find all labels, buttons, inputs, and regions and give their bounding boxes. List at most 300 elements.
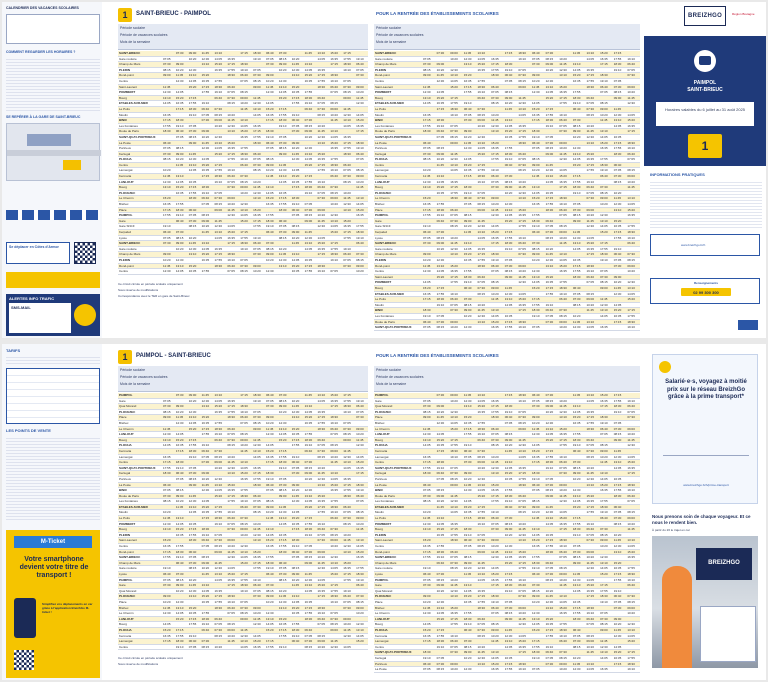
- time-cell: 11:45: [477, 218, 485, 223]
- time-cell: 06:40: [163, 140, 171, 145]
- time-cell: 10:20: [175, 67, 184, 72]
- time-cell: 17:15: [201, 174, 210, 179]
- timetable-bottom-return: [106, 344, 370, 680]
- time-cell: 17:15: [227, 62, 235, 67]
- time-cell: 13:10: [477, 482, 486, 487]
- time-cell: 06:40: [559, 639, 567, 644]
- time-cell: 11:45: [463, 230, 472, 234]
- time-cell: 09:00: [330, 627, 338, 632]
- time-cell: 08:15: [343, 90, 351, 95]
- time-cell: 06:40: [613, 252, 622, 257]
- time-cell: 09:00: [477, 549, 486, 554]
- time-cell: 16:35: [266, 202, 274, 207]
- time-cell: 19:10: [477, 179, 486, 184]
- stop-name: Moulin: [375, 302, 384, 307]
- time-cell: 17:15: [463, 84, 472, 89]
- time-cell: 06:40: [600, 516, 608, 521]
- time-cell: 07:05: [545, 134, 554, 139]
- time-cell: 11:45: [343, 196, 351, 201]
- time-cell: 17:55: [518, 134, 526, 139]
- time-cell: 07:30: [227, 437, 235, 442]
- time-cell: 15:20: [291, 426, 300, 431]
- time-cell: 17:15: [175, 448, 184, 453]
- phone-label: Renseignements: [693, 281, 718, 285]
- time-cell: 18:30: [330, 415, 338, 420]
- time-cell: 08:15: [175, 577, 184, 582]
- time-cell: 19:10: [559, 633, 567, 638]
- time-cell: 19:10: [613, 409, 622, 414]
- stop-name: Gare routière: [119, 56, 137, 61]
- mticket-qr[interactable]: [14, 650, 34, 670]
- time-cell: 07:30: [253, 252, 261, 257]
- stop-name: BINIC: [375, 488, 384, 493]
- time-cell: 10:20: [253, 611, 261, 616]
- time-cell: 07:30: [201, 460, 210, 465]
- time-cell: 18:30: [545, 549, 554, 554]
- time-cell: 19:10: [423, 224, 431, 229]
- time-cell: 16:35: [227, 56, 235, 61]
- time-cell: 07:30: [253, 73, 261, 78]
- time-cell: 18:30: [240, 62, 248, 67]
- time-cell: 07:05: [291, 213, 300, 218]
- time-cell: 17:15: [266, 118, 274, 123]
- time-cell: 15:20: [356, 460, 364, 465]
- stop-name: POMMERIT: [119, 521, 136, 526]
- time-cell: 09:00: [600, 196, 608, 201]
- phone-number[interactable]: 02 99 300 300: [693, 289, 719, 295]
- time-cell: 08:15: [330, 190, 338, 195]
- time-cell: 18:30: [477, 263, 486, 268]
- time-cell: 19:10: [545, 465, 554, 470]
- time-cell: 12:30: [227, 213, 235, 218]
- time-cell: 16:35: [291, 521, 300, 526]
- time-cell: 12:30: [518, 280, 526, 285]
- time-cell: 13:10: [304, 493, 313, 498]
- time-cell: 13:10: [572, 241, 581, 246]
- time-cell: 10:20: [291, 56, 300, 61]
- time-cell: 14:05: [201, 588, 210, 593]
- time-cell: 11:45: [291, 493, 300, 498]
- time-cell: 14:05: [572, 67, 581, 72]
- time-cell: 09:00: [450, 319, 458, 324]
- time-cell: 18:30: [188, 538, 197, 543]
- phone-number-pill[interactable]: [681, 288, 731, 296]
- time-cell: 09:00: [188, 140, 197, 145]
- time-cell: 18:30: [600, 73, 608, 78]
- time-cell: 09:00: [572, 129, 581, 134]
- time-cell: 07:05: [572, 633, 581, 638]
- time-cell: 08:15: [545, 146, 554, 151]
- time-cell: 08:15: [240, 269, 248, 274]
- stop-name: Route de Paris: [375, 129, 395, 134]
- time-cell: 12:30: [436, 78, 445, 83]
- time-cell: 12:30: [201, 488, 210, 493]
- time-cell: 10:20: [240, 190, 248, 195]
- time-cell: 17:55: [559, 101, 567, 106]
- time-cell: 17:55: [559, 622, 567, 627]
- direction-title-school: POUR LA RENTRÉE DES ÉTABLISSEMENTS SCOLAIRES: [376, 11, 499, 16]
- qr-code[interactable]: [74, 242, 96, 264]
- time-cell: 10:20: [227, 544, 235, 549]
- time-cell: 19:10: [343, 246, 351, 251]
- time-cell: 18:30: [477, 516, 486, 521]
- time-cell: 09:00: [559, 140, 567, 145]
- time-cell: 15:20: [545, 437, 554, 442]
- time-cell: 07:30: [330, 185, 338, 190]
- time-cell: 13:10: [253, 448, 261, 453]
- time-cell: 19:10: [491, 510, 499, 515]
- time-cell: 17:15: [518, 560, 526, 565]
- time-cell: 10:20: [188, 235, 197, 240]
- time-cell: 11:45: [201, 230, 209, 234]
- time-cell: 14:05: [477, 56, 486, 61]
- time-cell: 10:20: [266, 78, 274, 83]
- stop-name: Rond-point: [375, 73, 390, 78]
- time-cell: 15:20: [518, 297, 526, 302]
- stop-name: Le Puits: [375, 106, 386, 111]
- time-cell: 07:30: [227, 95, 235, 100]
- stop-name: POMMERIT: [119, 90, 136, 95]
- stop-name: Bourg: [375, 285, 384, 290]
- stop-name: Centre: [119, 544, 129, 549]
- time-cell: 17:55: [436, 202, 445, 207]
- time-cell: 14:05: [175, 90, 184, 95]
- time-cell: 15:20: [436, 95, 445, 100]
- time-cell: 07:30: [559, 129, 567, 134]
- time-cell: 15:20: [304, 162, 313, 167]
- time-cell: 17:55: [227, 499, 235, 504]
- time-cell: 17:55: [436, 633, 445, 638]
- time-cell: 18:30: [317, 426, 326, 431]
- time-cell: 12:30: [518, 532, 526, 537]
- time-cell: 07:30: [627, 415, 635, 420]
- time-cell: 17:15: [317, 504, 326, 509]
- time-cell: 12:30: [586, 224, 595, 229]
- time-cell: 17:55: [450, 443, 458, 448]
- time-cell: 16:35: [253, 465, 261, 470]
- time-cell: 09:00: [317, 207, 326, 212]
- time-cell: 14:05: [532, 532, 540, 537]
- time-cell: 12:30: [214, 134, 223, 139]
- time-cell: 09:00: [559, 572, 567, 576]
- direction-title-return-school: POUR LA RENTRÉE DES ÉTABLISSEMENTS SCOLAIRES: [376, 353, 499, 358]
- time-cell: 17:55: [450, 190, 458, 195]
- time-cell: 18:30: [545, 118, 554, 123]
- time-cell: 09:00: [304, 471, 313, 476]
- time-cell: 15:20: [600, 482, 608, 487]
- stop-name: Bréhec: [119, 420, 129, 425]
- time-cell: 17:15: [586, 73, 595, 78]
- time-cell: 10:20: [175, 588, 184, 593]
- time-cell: 10:20: [266, 510, 274, 515]
- time-cell: 14:05: [175, 611, 184, 616]
- stop-name: Kermaria: [119, 633, 132, 638]
- time-cell: 15:20: [163, 196, 171, 201]
- time-cell: 17:15: [532, 460, 540, 465]
- time-cell: 11:45: [317, 560, 325, 565]
- time-cell: 12:30: [188, 588, 197, 593]
- stop-name: BINIC: [375, 118, 384, 123]
- time-cell: 07:05: [240, 257, 248, 262]
- time-cell: 11:45: [586, 218, 594, 223]
- time-cell: 11:45: [423, 174, 431, 179]
- time-cell: 08:15: [572, 644, 581, 649]
- time-cell: 13:10: [586, 140, 595, 145]
- time-cell: 18:30: [343, 404, 351, 409]
- time-cell: 17:55: [214, 420, 223, 425]
- stop-name: Lannergat: [375, 454, 389, 459]
- map-title: SE REPÉRER À LA GARE DE SAINT-BRIEUC: [6, 115, 81, 119]
- time-cell: 07:30: [343, 516, 351, 521]
- time-cell: 19:10: [227, 599, 235, 604]
- promo-link[interactable]: www.breizhgo.bzh/prime-transport: [683, 483, 729, 487]
- time-cell: 11:45: [188, 493, 197, 498]
- stop-name: Place: [119, 599, 127, 604]
- time-cell: 19:10: [600, 257, 608, 262]
- time-cell: 13:10: [450, 415, 458, 420]
- time-cell: 14:05: [227, 224, 235, 229]
- time-cell: 17:15: [613, 319, 622, 324]
- time-cell: 16:35: [163, 454, 171, 459]
- time-cell: 10:20: [450, 398, 458, 403]
- time-cell: 13:10: [627, 538, 635, 543]
- time-cell: 10:20: [613, 532, 622, 537]
- time-cell: 12:30: [163, 521, 171, 526]
- time-cell: 10:20: [463, 476, 472, 481]
- time-cell: 11:45: [163, 174, 171, 179]
- time-cell: 09:00: [330, 196, 338, 201]
- time-cell: 12:30: [227, 555, 235, 560]
- time-cell: 11:45: [572, 572, 581, 576]
- time-cell: 10:20: [436, 246, 445, 251]
- time-cell: 16:35: [214, 67, 223, 72]
- time-cell: 14:05: [518, 112, 526, 117]
- time-cell: 17:15: [423, 549, 431, 554]
- time-cell: 16:35: [356, 555, 364, 560]
- time-cell: 09:00: [253, 605, 261, 610]
- time-cell: 09:00: [423, 594, 431, 599]
- time-cell: 09:00: [175, 493, 184, 498]
- time-cell: 07:30: [627, 73, 635, 78]
- time-cell: 19:10: [450, 112, 458, 117]
- time-cell: 14:05: [586, 398, 595, 403]
- time-cell: 06:40: [518, 151, 526, 156]
- time-cell: 13:10: [291, 415, 300, 420]
- time-cell: 07:05: [317, 532, 326, 537]
- time-cell: 06:40: [163, 572, 171, 576]
- time-cell: 19:10: [356, 235, 364, 240]
- stop-name: Route de Paris: [119, 493, 139, 498]
- bus-icon-body: [699, 56, 711, 65]
- time-cell: 08:15: [304, 644, 313, 649]
- time-cell: 18:30: [423, 471, 431, 476]
- time-cell: 07:30: [163, 583, 171, 588]
- time-cell: 07:05: [572, 291, 581, 296]
- stop-name: SAINT-QUAY-PORTRIEUX: [119, 134, 156, 139]
- time-cell: 14:05: [491, 224, 499, 229]
- time-cell: 15:20: [227, 482, 235, 487]
- time-cell: 10:20: [491, 633, 499, 638]
- time-cell: 10:20: [356, 521, 364, 526]
- time-cell: 09:00: [586, 207, 595, 212]
- time-cell: 08:15: [304, 123, 313, 128]
- time-cell: 13:10: [545, 605, 554, 610]
- time-cell: 17:15: [491, 62, 499, 67]
- time-cell: 17:55: [201, 432, 210, 437]
- time-cell: 17:55: [214, 78, 223, 83]
- time-cell: 14:05: [532, 443, 540, 448]
- time-cell: 12:30: [343, 454, 351, 459]
- time-cell: 15:20: [188, 426, 197, 431]
- time-cell: 15:20: [532, 196, 540, 201]
- stop-name: PAIMPOL: [119, 393, 133, 397]
- stop-name: Champ de Mars: [119, 560, 141, 565]
- time-cell: 08:15: [586, 291, 595, 296]
- stop-name: SAINT-BRIEUC: [119, 51, 141, 55]
- time-cell: 06:40: [450, 207, 458, 212]
- time-cell: 13:10: [278, 426, 287, 431]
- time-cell: 19:10: [214, 179, 223, 184]
- time-cell: 12:30: [545, 599, 554, 604]
- time-cell: 13:10: [545, 84, 554, 89]
- time-cell: 07:05: [450, 644, 458, 649]
- stop-name: Quai Morand: [375, 588, 393, 593]
- time-cell: 11:45: [317, 471, 325, 476]
- time-cell: 07:30: [613, 263, 622, 268]
- time-cell: 14:05: [477, 146, 486, 151]
- stop-name: Portrieux: [119, 146, 132, 151]
- time-cell: 18:30: [463, 527, 472, 532]
- time-cell: 18:30: [304, 185, 313, 190]
- time-cell: 10:20: [278, 67, 287, 72]
- time-cell: 14:05: [330, 476, 338, 481]
- time-cell: 17:55: [188, 101, 197, 106]
- time-cell: 16:35: [201, 599, 210, 604]
- time-cell: 16:35: [600, 398, 608, 403]
- time-cell: 06:40: [504, 73, 513, 78]
- time-cell: 07:05: [586, 280, 595, 285]
- time-cell: 14:05: [477, 577, 486, 582]
- time-cell: 15:20: [201, 73, 210, 78]
- time-cell: 15:20: [436, 527, 445, 532]
- time-cell: 09:00: [214, 207, 223, 212]
- time-cell: 06:40: [227, 605, 235, 610]
- time-cell: 08:15: [450, 476, 458, 481]
- stop-name: Kermaria: [375, 448, 388, 453]
- time-cell: 16:35: [532, 454, 540, 459]
- time-cell: 18:30: [477, 84, 486, 89]
- time-cell: 12:30: [304, 577, 313, 582]
- time-cell: 15:20: [278, 95, 287, 100]
- time-cell: 17:15: [545, 196, 554, 201]
- time-cell: 17:55: [253, 134, 261, 139]
- time-cell: 19:10: [559, 291, 567, 296]
- time-cell: 11:45: [572, 51, 581, 55]
- time-cell: 16:35: [291, 432, 300, 437]
- operator-logo: [738, 320, 758, 330]
- time-cell: 17:55: [627, 655, 635, 660]
- time-cell: 12:30: [356, 101, 364, 106]
- time-cell: 17:15: [253, 471, 261, 476]
- time-cell: 17:15: [253, 218, 261, 223]
- time-cell: 17:55: [423, 555, 431, 560]
- time-cell: 18:30: [504, 404, 513, 409]
- time-cell: 11:45: [291, 151, 300, 156]
- alerts-card: [9, 303, 71, 333]
- time-cell: 13:10: [240, 549, 248, 554]
- time-cell: 08:15: [356, 168, 364, 173]
- stop-name: Lannergat: [119, 168, 133, 173]
- time-cell: 12:30: [330, 213, 338, 218]
- time-cell: 18:30: [545, 207, 554, 212]
- time-cell: 11:45: [518, 95, 526, 100]
- time-cell: 15:20: [491, 482, 499, 487]
- time-cell: 07:05: [450, 123, 458, 128]
- time-cell: 07:30: [201, 118, 210, 123]
- time-cell: 11:45: [572, 661, 581, 666]
- time-cell: 10:20: [504, 532, 513, 537]
- time-cell: 06:40: [463, 538, 472, 543]
- stop-name: ETABLES-SUR-MER: [375, 101, 404, 106]
- time-cell: 18:30: [600, 252, 608, 257]
- stop-name: Les Fontaines: [375, 123, 394, 128]
- time-cell: 17:15: [491, 493, 499, 498]
- time-cell: 08:15: [463, 644, 472, 649]
- time-cell: 09:00: [188, 393, 197, 397]
- time-cell: 07:05: [266, 488, 274, 493]
- time-cell: 07:05: [559, 555, 567, 560]
- time-cell: 12:30: [317, 134, 326, 139]
- time-cell: 15:20: [240, 560, 248, 565]
- time-cell: 15:20: [175, 616, 184, 621]
- time-cell: 08:15: [504, 269, 513, 274]
- stop-name: Saint-Laurent: [375, 274, 394, 279]
- stop-name: PAIMPOL: [119, 213, 133, 218]
- time-cell: 12:30: [504, 633, 513, 638]
- time-cell: 07:05: [491, 269, 499, 274]
- time-cell: 08:15: [504, 90, 513, 95]
- time-cell: 08:15: [559, 655, 567, 660]
- time-cell: 12:30: [330, 644, 338, 649]
- time-cell: 17:15: [227, 404, 235, 409]
- time-cell: 16:35: [253, 644, 261, 649]
- stop-name: PLOUEZEC: [119, 409, 136, 414]
- qr-box-right[interactable]: [650, 234, 760, 256]
- time-cell: 11:45: [291, 583, 300, 588]
- time-cell: 19:10: [586, 179, 595, 184]
- time-cell: 17:15: [291, 527, 300, 532]
- time-cell: 18:30: [586, 263, 595, 268]
- time-cell: 12:30: [545, 510, 554, 515]
- time-cell: 08:15: [278, 146, 287, 151]
- time-cell: 18:30: [304, 616, 313, 621]
- time-cell: 16:35: [477, 67, 486, 72]
- time-cell: 10:20: [304, 476, 313, 481]
- time-cell: 17:15: [278, 196, 287, 201]
- stop-name: Quai Morand: [375, 404, 393, 409]
- time-cell: 06:40: [266, 572, 274, 576]
- time-cell: 13:10: [188, 594, 197, 599]
- time-cell: 10:20: [343, 532, 351, 537]
- website-label[interactable]: www.breizhgo.bzh: [681, 243, 706, 247]
- time-cell: 13:10: [532, 616, 540, 621]
- time-cell: 07:30: [518, 73, 526, 78]
- time-cell: 16:35: [559, 432, 567, 437]
- time-cell: 07:05: [253, 67, 261, 72]
- stop-name: Champ de Mars: [119, 252, 141, 257]
- time-cell: 06:40: [504, 504, 513, 509]
- time-cell: 08:15: [532, 588, 540, 593]
